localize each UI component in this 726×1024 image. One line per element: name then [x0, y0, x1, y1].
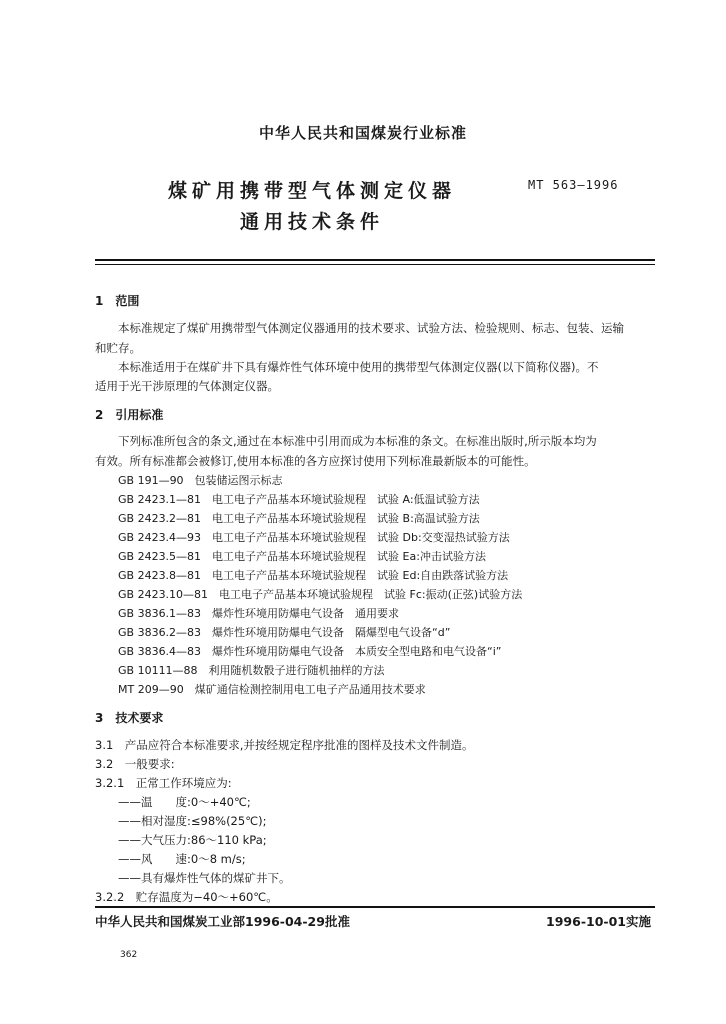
document-title-line2: 通用技术条件 — [240, 211, 385, 233]
environment-item: ——风 速:0～8 m/s; — [118, 852, 246, 866]
section-1-paragraph-2: 本标准适用于在煤矿井下具有爆炸性气体环境中使用的携带型气体测定仪器(以下简称仪器)。不 — [118, 360, 599, 374]
section-1-paragraph-1-cont: 和贮存。 — [95, 341, 141, 355]
effective-date: 1996-10-01实施 — [546, 914, 651, 929]
section-1-paragraph-1: 本标准规定了煤矿用携带型气体测定仪器通用的技术要求、试验方法、检验规则、标志、包装、运输 — [118, 321, 624, 335]
page-number: 362 — [120, 950, 138, 960]
approval-line: 中华人民共和国煤炭工业部1996-04-29批准 — [95, 914, 350, 929]
reference-item: GB 2423.5—81 电工电子产品基本环境试验规程 试验 Ea:冲击试验方法 — [118, 550, 486, 563]
reference-item: GB 10111—88 利用随机数骰子进行随机抽样的方法 — [118, 664, 385, 677]
clause-3-2-1: 3.2.1 正常工作环境应为: — [95, 776, 232, 790]
environment-item: ——具有爆炸性气体的煤矿井下。 — [118, 871, 291, 885]
environment-item: ——温 度:0～+40℃; — [118, 795, 251, 809]
reference-item: GB 2423.1—81 电工电子产品基本环境试验规程 试验 A:低温试验方法 — [118, 493, 480, 506]
reference-item: GB 2423.4—93 电工电子产品基本环境试验规程 试验 Db:交变湿热试验方法 — [118, 531, 510, 544]
reference-item: MT 209—90 煤矿通信检测控制用电工电子产品通用技术要求 — [118, 683, 426, 696]
clause-3-1: 3.1 产品应符合本标准要求,并按经规定程序批准的图样及技术文件制造。 — [95, 738, 474, 752]
reference-item: GB 191—90 包装储运图示标志 — [118, 474, 283, 487]
clause-3-2: 3.2 一般要求: — [95, 757, 175, 771]
issuing-organization: 中华人民共和国煤炭行业标准 — [258, 124, 467, 142]
environment-item: ——相对湿度:≤98%(25℃); — [118, 814, 267, 828]
reference-item: GB 3836.2—83 爆炸性环境用防爆电气设备 隔爆型电气设备“d” — [118, 626, 451, 639]
footer-rule — [95, 906, 655, 908]
standard-number: MT 563—1996 — [528, 178, 619, 192]
header-rule-thick — [95, 259, 655, 261]
reference-item: GB 2423.2—81 电工电子产品基本环境试验规程 试验 B:高温试验方法 — [118, 512, 480, 525]
section-2-intro: 下列标准所包含的条文,通过在本标准中引用而成为本标准的条文。在标准出版时,所示版本均为 — [118, 434, 597, 448]
document-title-line1: 煤矿用携带型气体测定仪器 — [168, 180, 457, 202]
environment-item: ——大气压力:86～110 kPa; — [118, 833, 267, 847]
reference-item: GB 2423.8—81 电工电子产品基本环境试验规程 试验 Ed:自由跌落试验方法 — [118, 569, 509, 582]
section-3-heading: 3 技术要求 — [95, 711, 164, 725]
section-1-paragraph-2-cont: 适用于光干涉原理的气体测定仪器。 — [95, 379, 279, 393]
section-2-intro-cont: 有效。所有标准都会被修订,使用本标准的各方应探讨使用下列标准最新版本的可能性。 — [95, 454, 536, 468]
reference-item: GB 2423.10—81 电工电子产品基本环境试验规程 试验 Fc:振动(正弦)试验方法 — [118, 588, 523, 601]
clause-3-2-2: 3.2.2 贮存温度为−40～+60℃。 — [95, 890, 278, 904]
reference-item: GB 3836.4—83 爆炸性环境用防爆电气设备 本质安全型电路和电气设备“i” — [118, 645, 502, 658]
section-1-heading: 1 范围 — [95, 294, 140, 308]
section-2-heading: 2 引用标准 — [95, 408, 164, 422]
header-rule-thin — [95, 264, 655, 265]
reference-item: GB 3836.1—83 爆炸性环境用防爆电气设备 通用要求 — [118, 607, 400, 620]
